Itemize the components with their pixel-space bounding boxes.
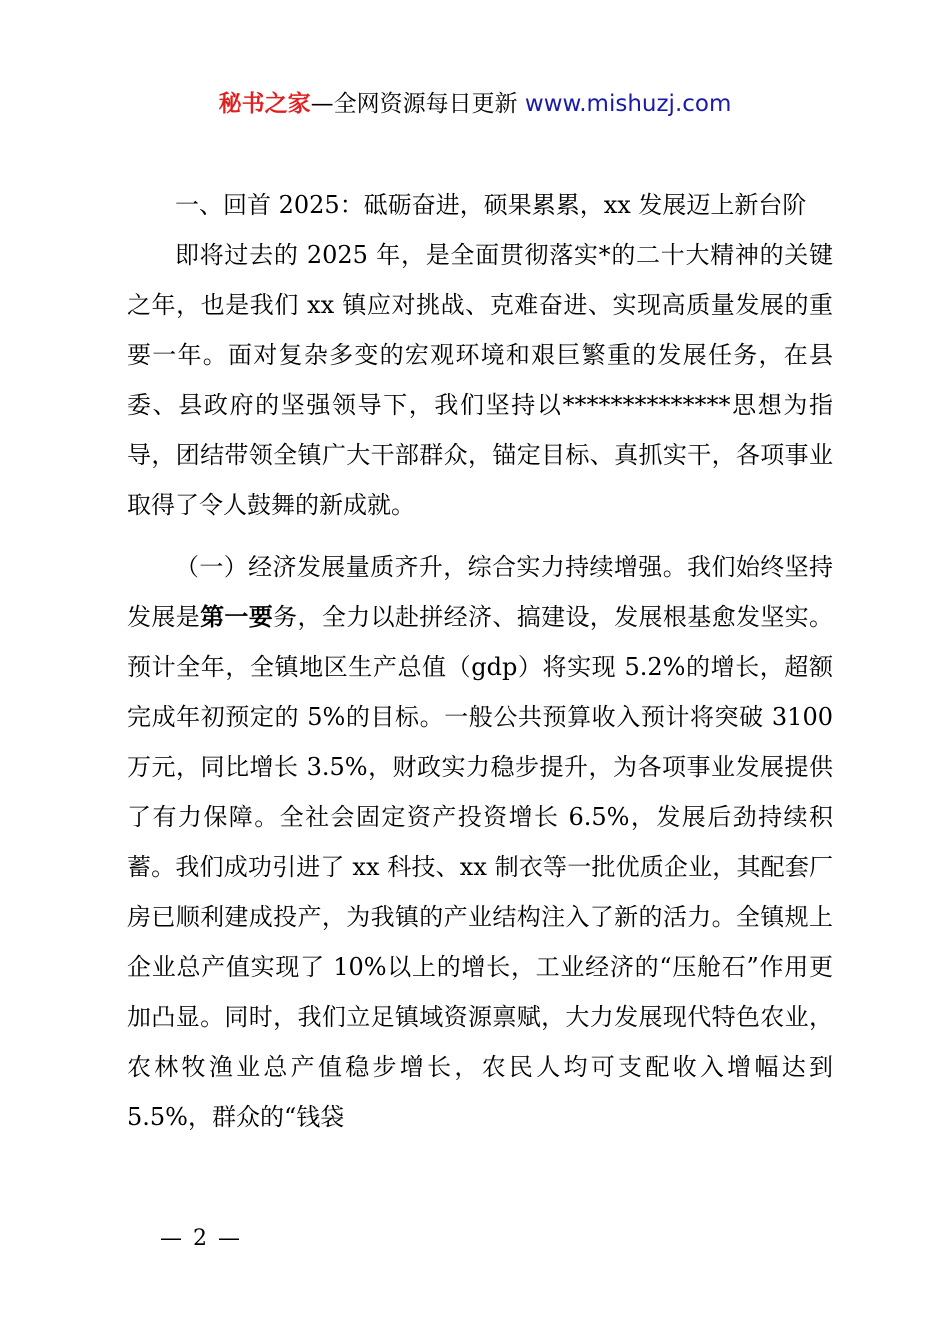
site-url-link[interactable]: www.mishuzj.com (524, 91, 732, 117)
paragraph-intro: 即将过去的 2025 年，是全面贯彻落实*的二十大精神的关键之年，也是我们 xx 镇应对挑战、克难奋进、实现高质量发展的重要一年。面对复杂多变的宏观环境和艰巨繁重的发展任务，在县委、县政府的坚强领导下，我们坚持以**************思想为指导，团结带领全镇广大干部群众，锚定目标、真抓实干，各项事业取得了令人鼓舞的新成就。 (127, 241, 833, 519)
header-tagline: —全网资源每日更新 (310, 91, 525, 117)
section-heading: 一、回首 2025：砥砺奋进，硕果累累，xx 发展迈上新台阶 (175, 191, 807, 219)
site-header (0, 86, 950, 122)
document-body (127, 180, 833, 1142)
paragraph-economy-text-start: （一）经济发展量质齐升，综合实力持续增强。我们始终坚持发展是 (127, 553, 833, 631)
paragraph-economy (127, 542, 833, 1142)
bold-phrase: 第一要 (200, 603, 274, 631)
paragraph-economy-text-end: 务，全力以赴拼经济、搞建设，发展根基愈发坚实。预计全年，全镇地区生产总值（gdp）将实现 5.2%的增长，超额完成年初预定的 5%的目标。一般公共预算收入预计将突破 3100 万元，同比增长 3.5%，财政实力稳步提升，为各项事业发展提供了有力保障。全社会固定资产投资增长 6.5%，发展后劲持续积蓄。我们成功引进了 xx 科技、xx 制衣等一批优质企业，其配套厂房已顺利建成投产，为我镇的产业结构注入了新的活力。全镇规上企业总产值实现了 10%以上的增长，工业经济的“压舱石”作用更加凸显。同时，我们立足镇域资源禀赋，大力发展现代特色农业，农林牧渔业总产值稳步增长，农民人均可支配收入增幅达到 5.5%，群众的“钱袋 (127, 603, 834, 1131)
brand-name: 秘书之家 (218, 91, 311, 117)
page-number: — 2 — (160, 1226, 242, 1251)
